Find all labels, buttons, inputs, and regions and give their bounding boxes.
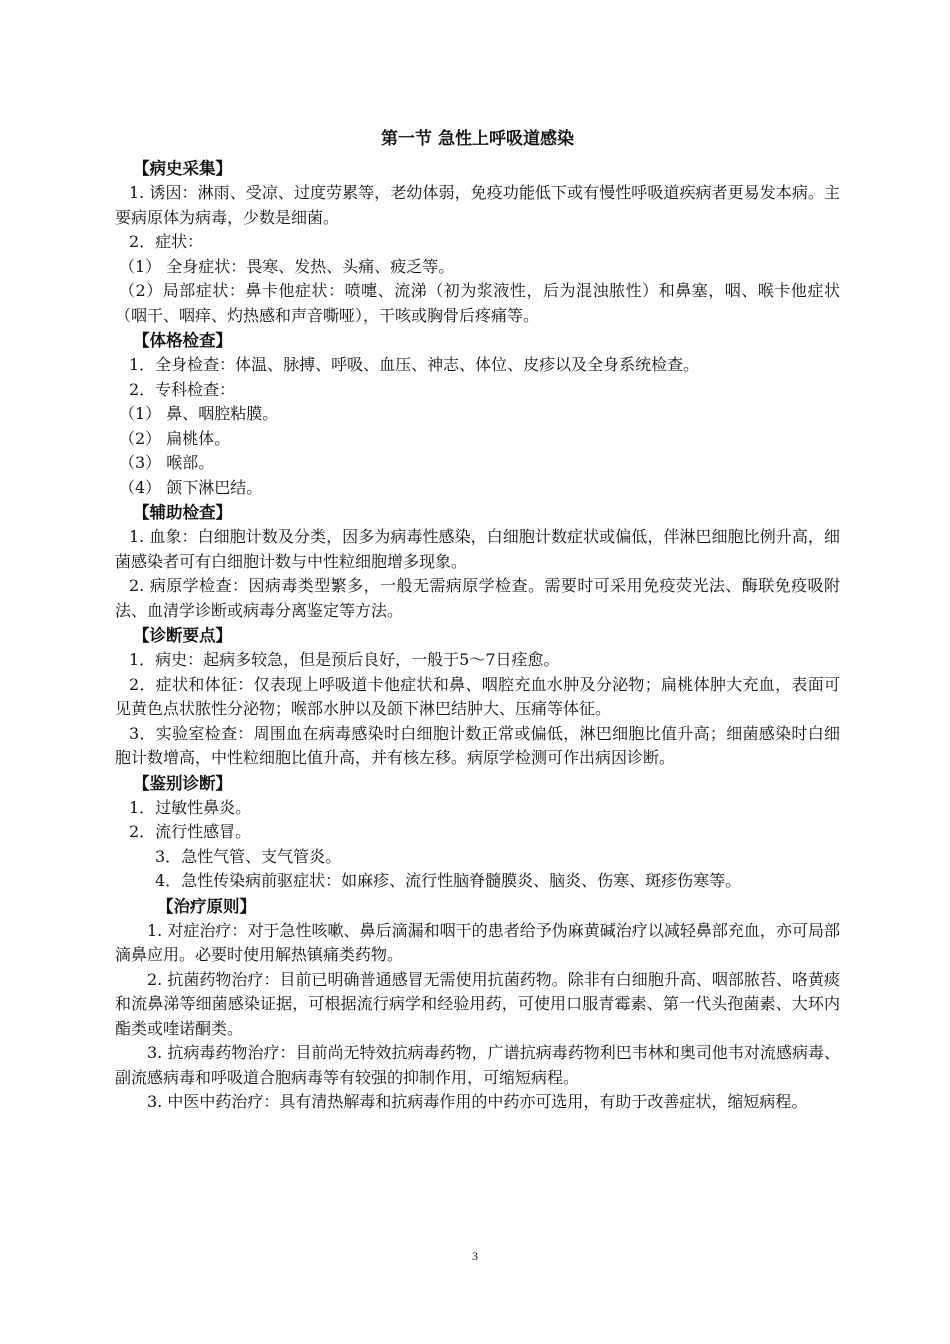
paragraph: 2. 病原学检查：因病毒类型繁多，一般无需病原学检查。需要时可采用免疫荧光法、酶联免疫吸附法、血清学诊断或病毒分离鉴定等方法。	[115, 576, 840, 620]
paragraph: 1．过敏性鼻炎。	[129, 797, 252, 817]
paragraph: （1） 全身症状：畏寒、发热、头痛、疲乏等。	[119, 256, 455, 276]
section-heading-diagnosis: 【诊断要点】	[133, 626, 232, 645]
document-page	[115, 126, 840, 1115]
paragraph: 3. 中医中药治疗：具有清热解毒和抗病毒作用的中药亦可选用，有助于改善症状，缩短病程。	[147, 1092, 808, 1111]
paragraph: （2） 扁桃体。	[119, 428, 231, 448]
paragraph: 1. 对症治疗：对于急性咳嗽、鼻后滴漏和咽干的患者给予伪麻黄碱治疗以减轻鼻部充血，亦可局部滴鼻应用。必要时使用解热镇痛类药物。	[115, 920, 840, 964]
paragraph: 2．流行性感冒。	[129, 822, 252, 841]
page-number: 3	[472, 1249, 478, 1263]
page-title: 第一节 急性上呼吸道感染	[381, 129, 574, 149]
section-heading-history: 【病史采集】	[133, 159, 232, 178]
paragraph: 1．全身检查：体温、脉搏、呼吸、血压、神志、体位、皮疹以及全身系统检查。	[129, 355, 700, 374]
paragraph: 1. 诱因：淋雨、受凉、过度劳累等，老幼体弱，免疫功能低下或有慢性呼吸道疾病者更易发本病。主要病原体为病毒，少数是细菌。	[115, 183, 840, 227]
paragraph: 3．急性气管、支气管炎。	[155, 846, 342, 866]
section-heading-physical-exam: 【体格检查】	[133, 331, 232, 350]
paragraph: 2．症状：	[129, 232, 204, 251]
paragraph: 3. 抗病毒药物治疗：目前尚无特效抗病毒药物，广谱抗病毒药物利巴韦林和奥司他韦对流感病毒、副流感病毒和呼吸道合胞病毒等有较强的抑制作用，可缩短病程。	[115, 1043, 840, 1087]
section-heading-treatment: 【治疗原则】	[157, 896, 256, 916]
paragraph: 2. 抗菌药物治疗：目前已明确普通感冒无需使用抗菌药物。除非有白细胞升高、咽部脓苔、咯黄痰和流鼻涕等细菌感染证据，可根据流行病学和经验用药，可使用口服青霉素、第一代头孢菌素、大环内酯类或喹诺酮类。	[115, 969, 840, 1038]
paragraph: （4） 颌下淋巴结。	[119, 477, 263, 497]
paragraph: 3．实验室检查：周围血在病毒感染时白细胞计数正常或偏低，淋巴细胞比值升高；细菌感染时白细胞计数增高，中性粒细胞比值升高，并有核左移。病原学检测可作出病因诊断。	[115, 723, 840, 767]
paragraph: （3） 喉部。	[119, 453, 215, 472]
paragraph: （2）局部症状：鼻卡他症状：喷嚏、流涕（初为浆液性，后为混浊脓性）和鼻塞，咽、喉卡他症状（咽干、咽痒、灼热感和声音嘶哑），干咳或胸骨后疼痛等。	[115, 281, 840, 325]
paragraph: 2．专科检查：	[129, 379, 236, 399]
section-heading-differential: 【鉴别诊断】	[133, 773, 232, 793]
section-heading-auxiliary-exam: 【辅助检查】	[133, 503, 232, 522]
paragraph: 4．急性传染病前驱症状：如麻疹、流行性脑脊髓膜炎、脑炎、伤寒、斑疹伤寒等。	[155, 871, 742, 890]
paragraph: 1．病史：起病多较急，但是预后良好，一般于5～7日痊愈。	[129, 650, 560, 669]
paragraph: 1. 血象：白细胞计数及分类，因多为病毒性感染，白细胞计数症状或偏低，伴淋巴细胞比例升高，细菌感染者可有白细胞计数与中性粒细胞增多现象。	[115, 527, 840, 571]
paragraph: （1） 鼻、咽腔粘膜。	[119, 404, 279, 423]
paragraph: 2．症状和体征：仅表现上呼吸道卡他症状和鼻、咽腔充血水肿及分泌物；扁桃体肿大充血，表面可见黄色点状脓性分泌物；喉部水肿以及颌下淋巴结肿大、压痛等体征。	[115, 674, 840, 718]
